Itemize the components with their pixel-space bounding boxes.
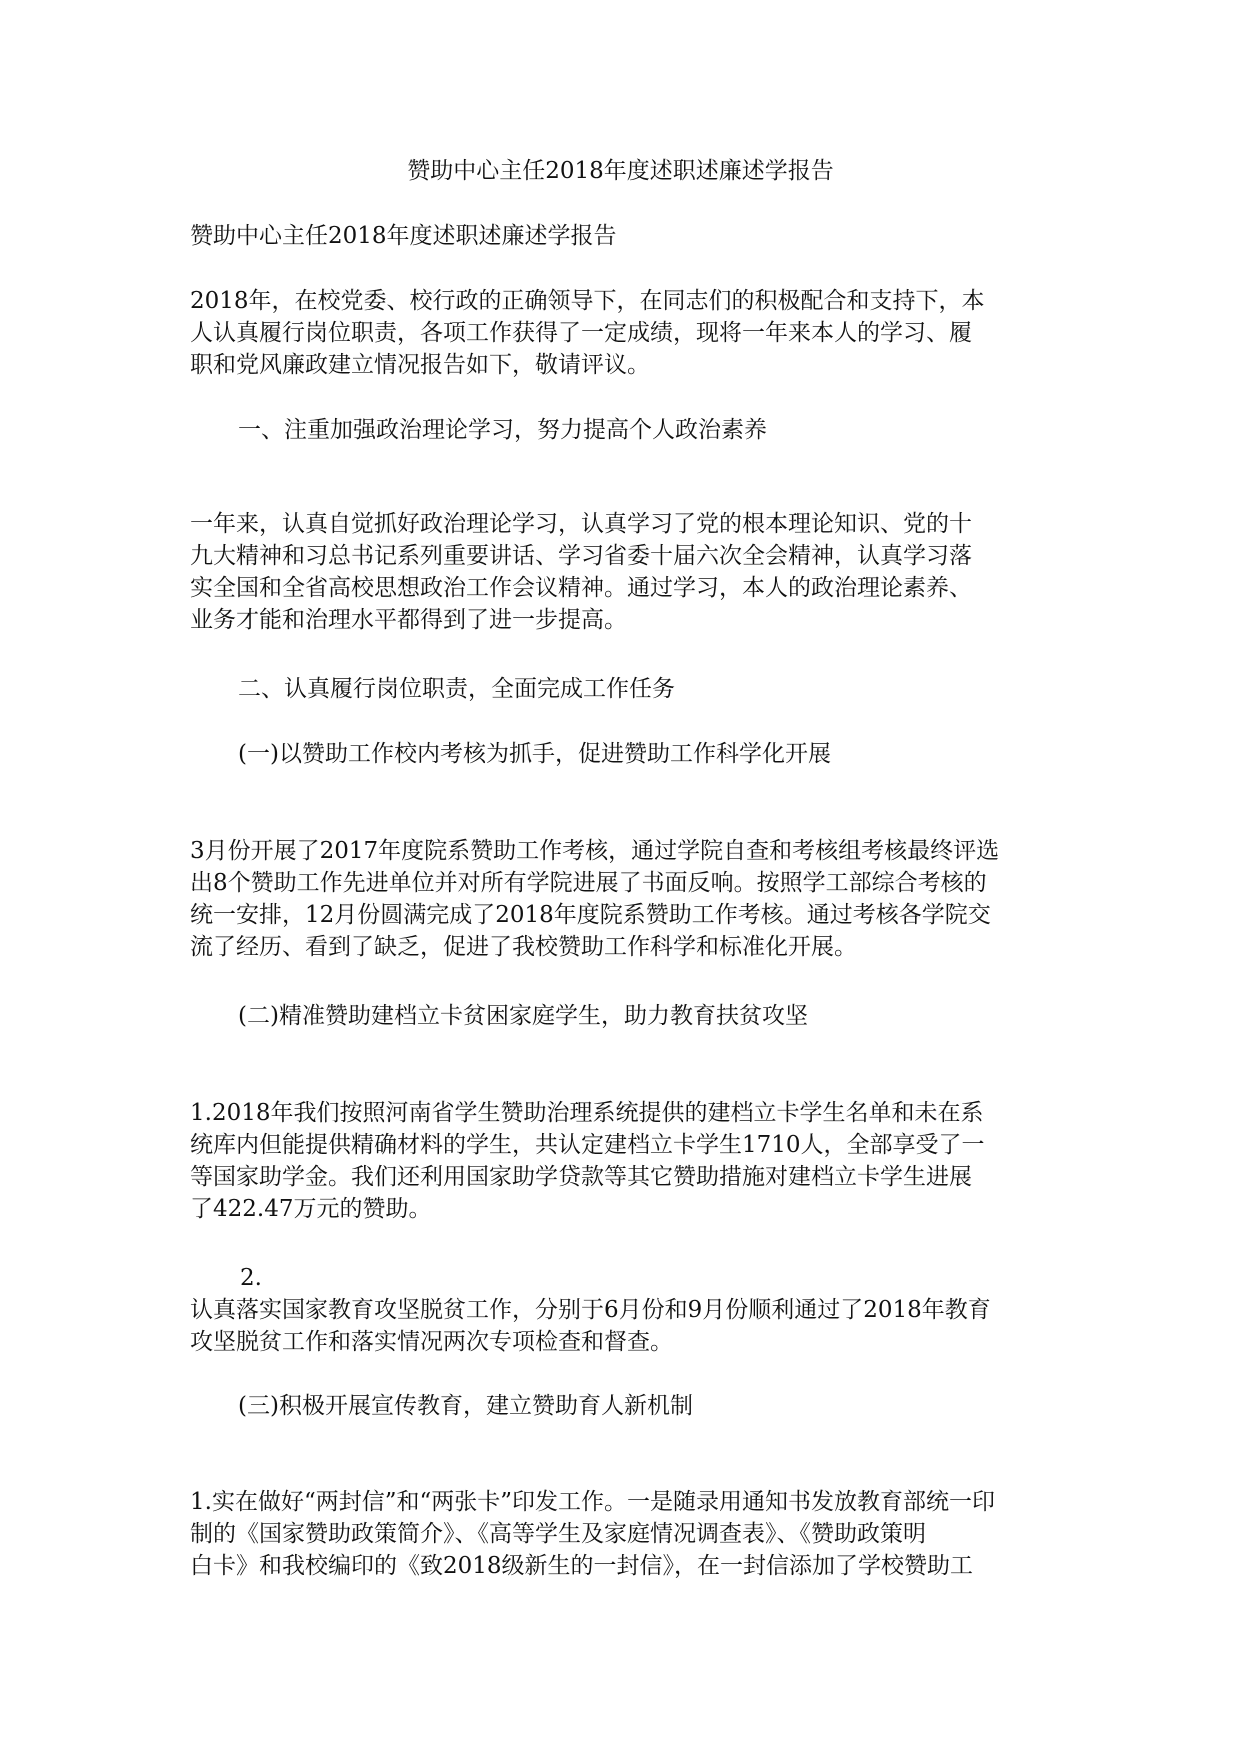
subsection-1-heading: (一)以赞助工作校内考核为抓手，促进赞助工作科学化开展 xyxy=(238,741,831,767)
subsection-1-line: 流了经历、看到了缺乏，促进了我校赞助工作科学和标准化开展。 xyxy=(190,934,857,960)
section-1-line: 业务才能和治理水平都得到了进一步提高。 xyxy=(190,607,627,633)
section-1-line: 一年来，认真自觉抓好政治理论学习，认真学习了党的根本理论知识、党的十 xyxy=(190,511,972,537)
subsection-1-paragraph xyxy=(190,835,1065,963)
document-subtitle xyxy=(190,220,1065,252)
subsection-2-item-2-line: 认真落实国家教育攻坚脱贫工作，分别于6月份和9月份顺利通过了2018年教育 xyxy=(190,1297,991,1323)
intro-line: 职和党风廉政建立情况报告如下，敬请评议。 xyxy=(190,352,650,378)
subsection-2-heading: (二)精准赞助建档立卡贫困家庭学生，助力教育扶贫攻坚 xyxy=(238,1003,808,1029)
subsection-3-item-1-line: 白卡》和我校编印的《致2018级新生的一封信》，在一封信添加了学校赞助工 xyxy=(190,1553,974,1579)
subsection-3-item-1-line: 制的《国家赞助政策简介》、《高等学生及家庭情况调查表》、《赞助政策明 xyxy=(190,1521,926,1547)
subsection-2-item-2-label: 2. xyxy=(240,1265,262,1291)
section-1-heading: 一、注重加强政治理论学习，努力提高个人政治素养 xyxy=(238,417,767,443)
section-1-line: 九大精神和习总书记系列重要讲话、学习省委十届六次全会精神，认真学习落 xyxy=(190,543,972,569)
subsection-1-line: 出8个赞助工作先进单位并对所有学院进展了书面反响。按照学工部综合考核的 xyxy=(190,870,987,896)
subsection-2-item-2-line: 攻坚脱贫工作和落实情况两次专项检查和督查。 xyxy=(190,1329,673,1355)
subsection-1-line: 3月份开展了2017年度院系赞助工作考核，通过学院自查和考核组考核最终评选 xyxy=(190,838,1000,864)
subsection-2-item-1-line: 统库内但能提供精确材料的学生，共认定建档立卡学生1710人，全部享受了一 xyxy=(190,1132,985,1158)
subsection-2-item-2 xyxy=(190,1294,1065,1358)
subsection-2-item-1 xyxy=(190,1097,1065,1225)
subsection-2-item-1-line: 1.2018年我们按照河南省学生赞助治理系统提供的建档立卡学生名单和未在系 xyxy=(190,1100,984,1126)
section-1-line: 实全国和全省高校思想政治工作会议精神。通过学习，本人的政治理论素养、 xyxy=(190,575,972,601)
intro-line: 人认真履行岗位职责，各项工作获得了一定成绩，现将一年来本人的学习、履 xyxy=(190,320,972,346)
intro-paragraph xyxy=(190,285,1065,381)
section-2-heading: 二、认真履行岗位职责，全面完成工作任务 xyxy=(238,676,675,702)
subsection-3-item-1 xyxy=(190,1486,1065,1582)
subsection-3-item-1-line: 1.实在做好“两封信”和“两张卡”印发工作。一是随录用通知书发放教育部统一印 xyxy=(190,1489,995,1515)
subsection-3-heading: (三)积极开展宣传教育，建立赞助育人新机制 xyxy=(238,1393,693,1419)
section-1-paragraph xyxy=(190,508,1065,636)
document-title: 赞助中心主任2018年度述职述廉述学报告 xyxy=(407,158,834,184)
subtitle-line: 赞助中心主任2018年度述职述廉述学报告 xyxy=(190,223,617,249)
intro-line: 2018年，在校党委、校行政的正确领导下，在同志们的积极配合和支持下，本 xyxy=(190,288,985,314)
subsection-1-line: 统一安排，12月份圆满完成了2018年度院系赞助工作考核。通过考核各学院交 xyxy=(190,902,991,928)
subsection-2-item-1-line: 等国家助学金。我们还利用国家助学贷款等其它赞助措施对建档立卡学生进展 xyxy=(190,1164,972,1190)
subsection-2-item-1-line: 了422.47万元的赞助。 xyxy=(190,1196,432,1222)
